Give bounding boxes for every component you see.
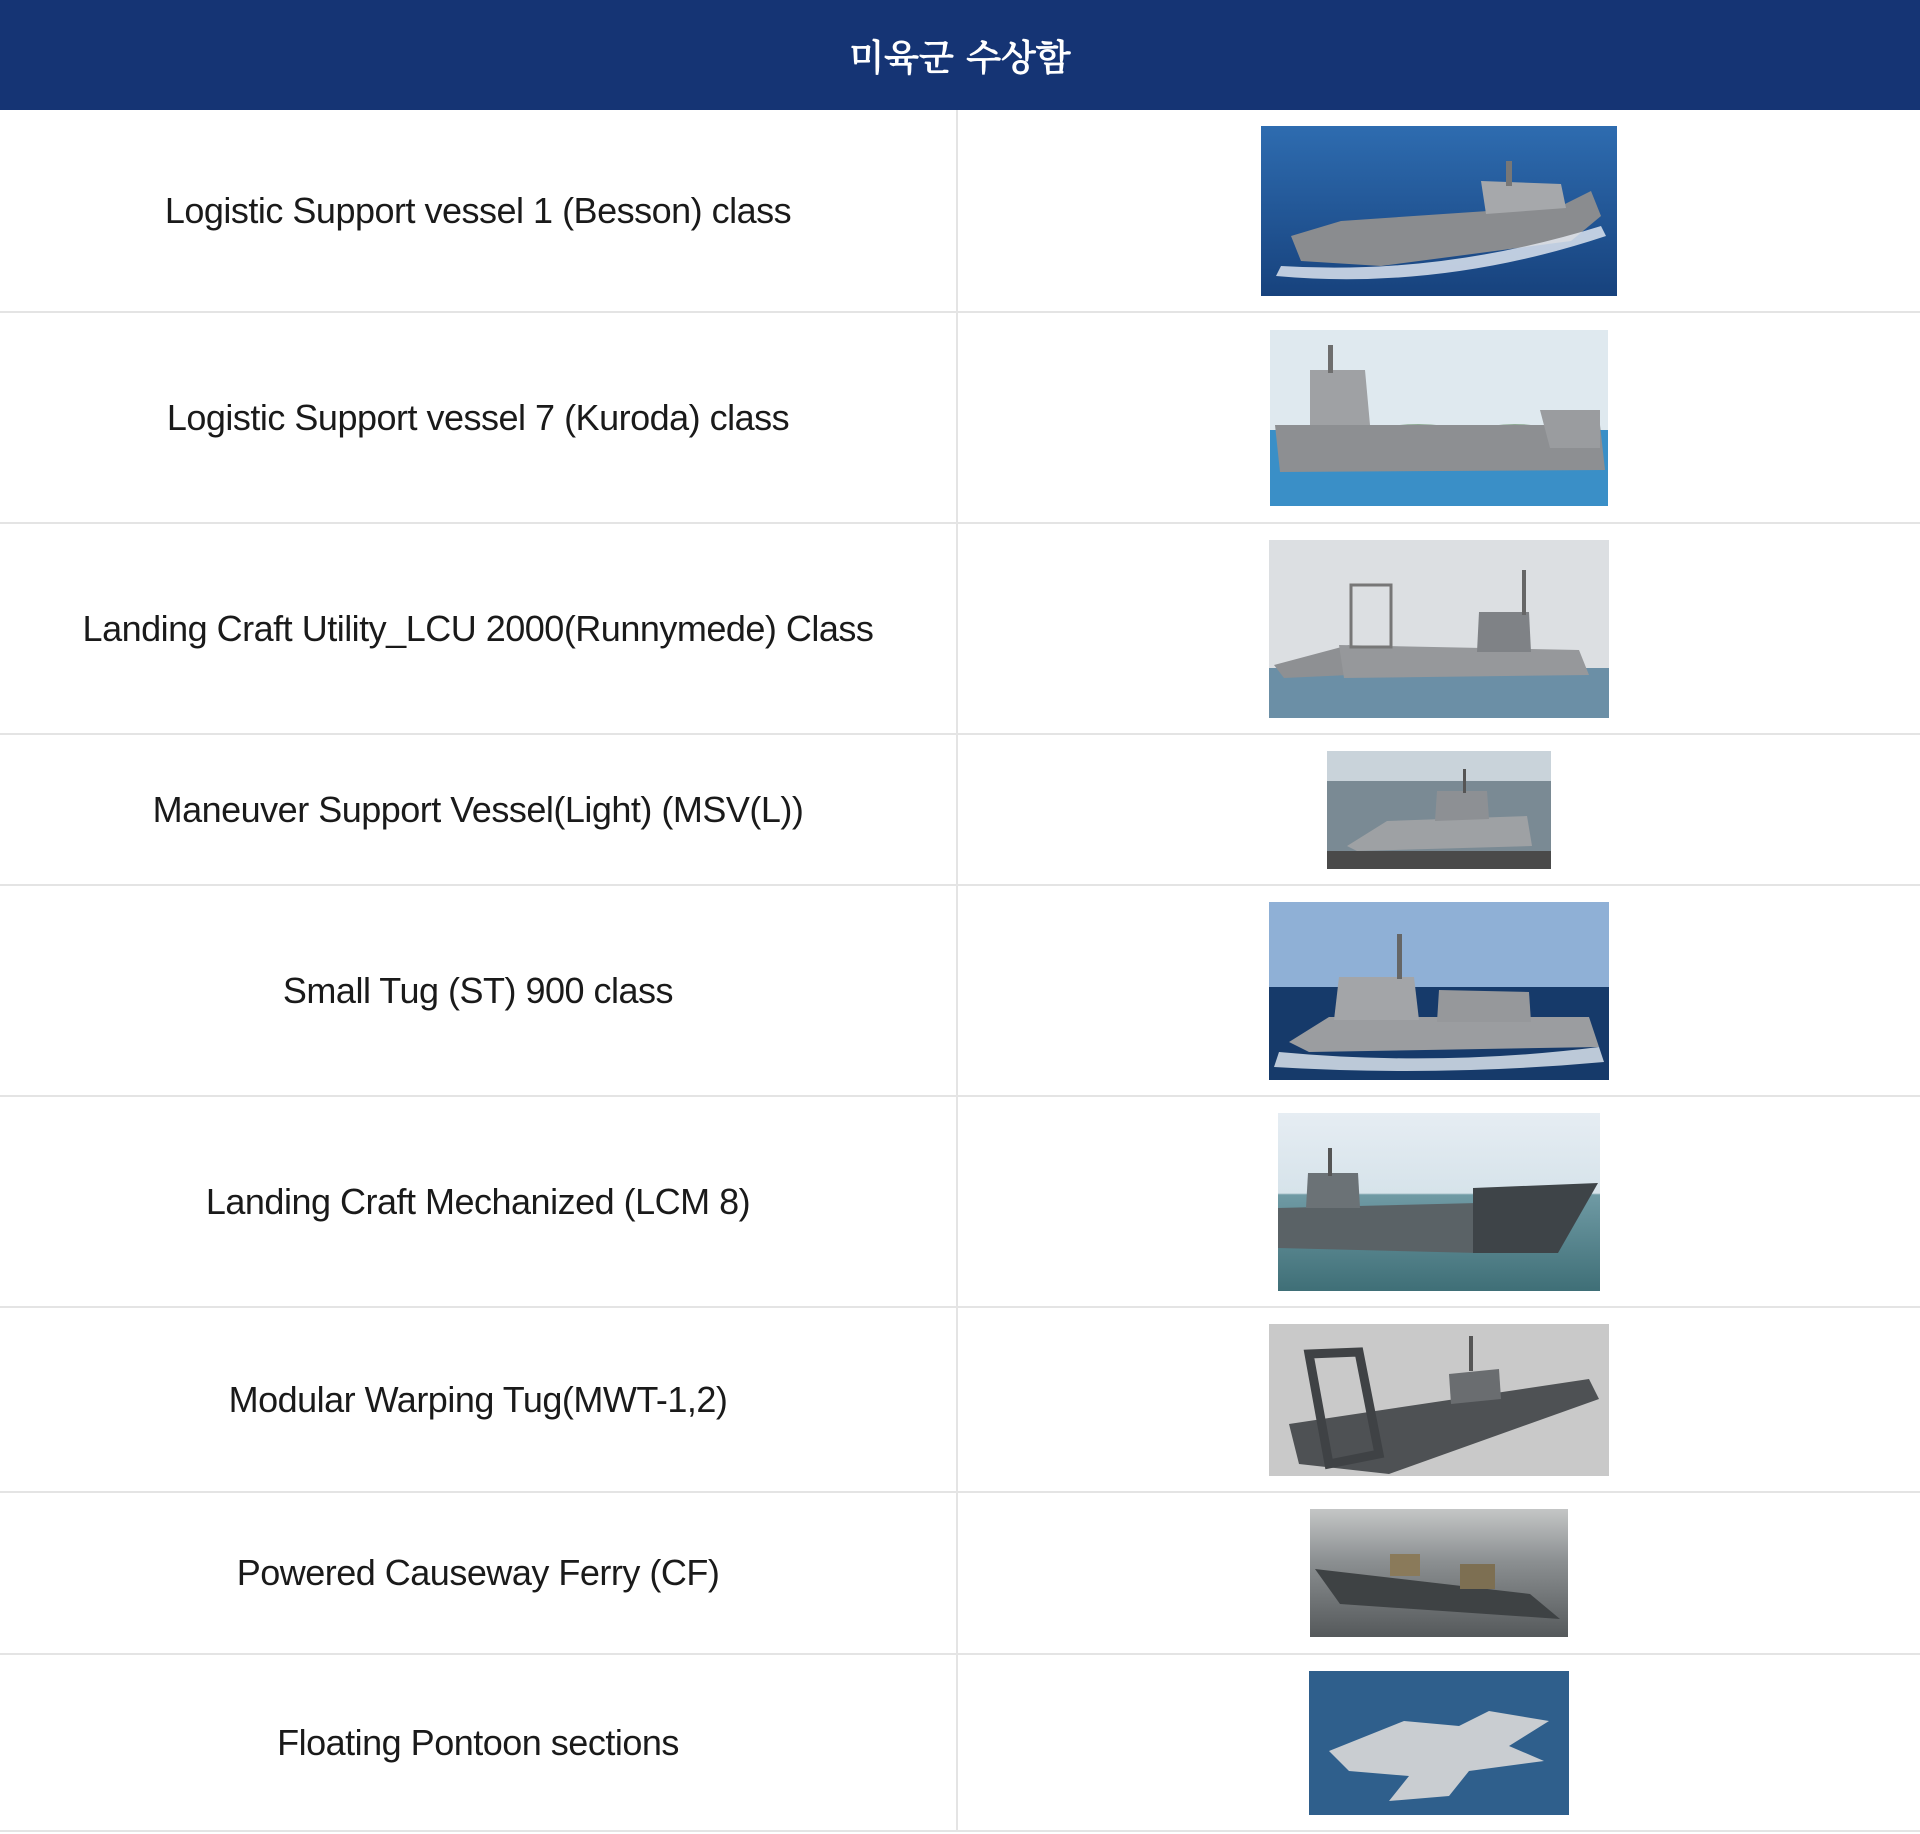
vessel-name: Modular Warping Tug(MWT-1,2): [0, 1308, 958, 1491]
table-row: [0, 886, 1920, 1097]
ship-photo-msvl: [1327, 751, 1551, 869]
table-header: [0, 0, 1920, 110]
table-row: [0, 1308, 1920, 1493]
table-row: [0, 1097, 1920, 1308]
ship-photo-kuroda: [1270, 330, 1608, 506]
ship-photo-causeway-ferry: [1310, 1509, 1568, 1637]
vessel-name: Maneuver Support Vessel(Light) (MSV(L)): [0, 735, 958, 884]
vessel-name: Floating Pontoon sections: [0, 1655, 958, 1830]
vessel-image-cell: [958, 524, 1920, 733]
vessel-image-cell: [958, 1655, 1920, 1830]
table-row: [0, 524, 1920, 735]
table-row: [0, 313, 1920, 524]
vessel-image-cell: [958, 886, 1920, 1095]
vessel-name: Landing Craft Mechanized (LCM 8): [0, 1097, 958, 1306]
vessel-image-cell: [958, 1097, 1920, 1306]
ship-render-mwt: [1269, 1324, 1609, 1476]
ship-photo-lcm8: [1278, 1113, 1600, 1291]
table-row: [0, 110, 1920, 313]
vessel-image-cell: [958, 1493, 1920, 1653]
vessel-name: Landing Craft Utility_LCU 2000(Runnymede) Class: [0, 524, 958, 733]
page-title: 미육군 수상함: [849, 37, 1071, 79]
ship-photo-small-tug: [1269, 902, 1609, 1080]
vessel-image-cell: [958, 1308, 1920, 1491]
vessel-name: Small Tug (ST) 900 class: [0, 886, 958, 1095]
ship-photo-besson: [1261, 126, 1617, 296]
vessel-name: Logistic Support vessel 7 (Kuroda) class: [0, 313, 958, 522]
vessel-name: Logistic Support vessel 1 (Besson) class: [0, 110, 958, 311]
ship-photo-lcu2000: [1269, 540, 1609, 718]
vessel-name: Powered Causeway Ferry (CF): [0, 1493, 958, 1653]
table-row: [0, 1493, 1920, 1655]
vessel-image-cell: [958, 110, 1920, 311]
vessel-image-cell: [958, 735, 1920, 884]
vessel-table: [0, 110, 1920, 1832]
table-row: [0, 1655, 1920, 1832]
table-row: [0, 735, 1920, 886]
vessel-image-cell: [958, 313, 1920, 522]
ship-photo-pontoon: [1309, 1671, 1569, 1815]
